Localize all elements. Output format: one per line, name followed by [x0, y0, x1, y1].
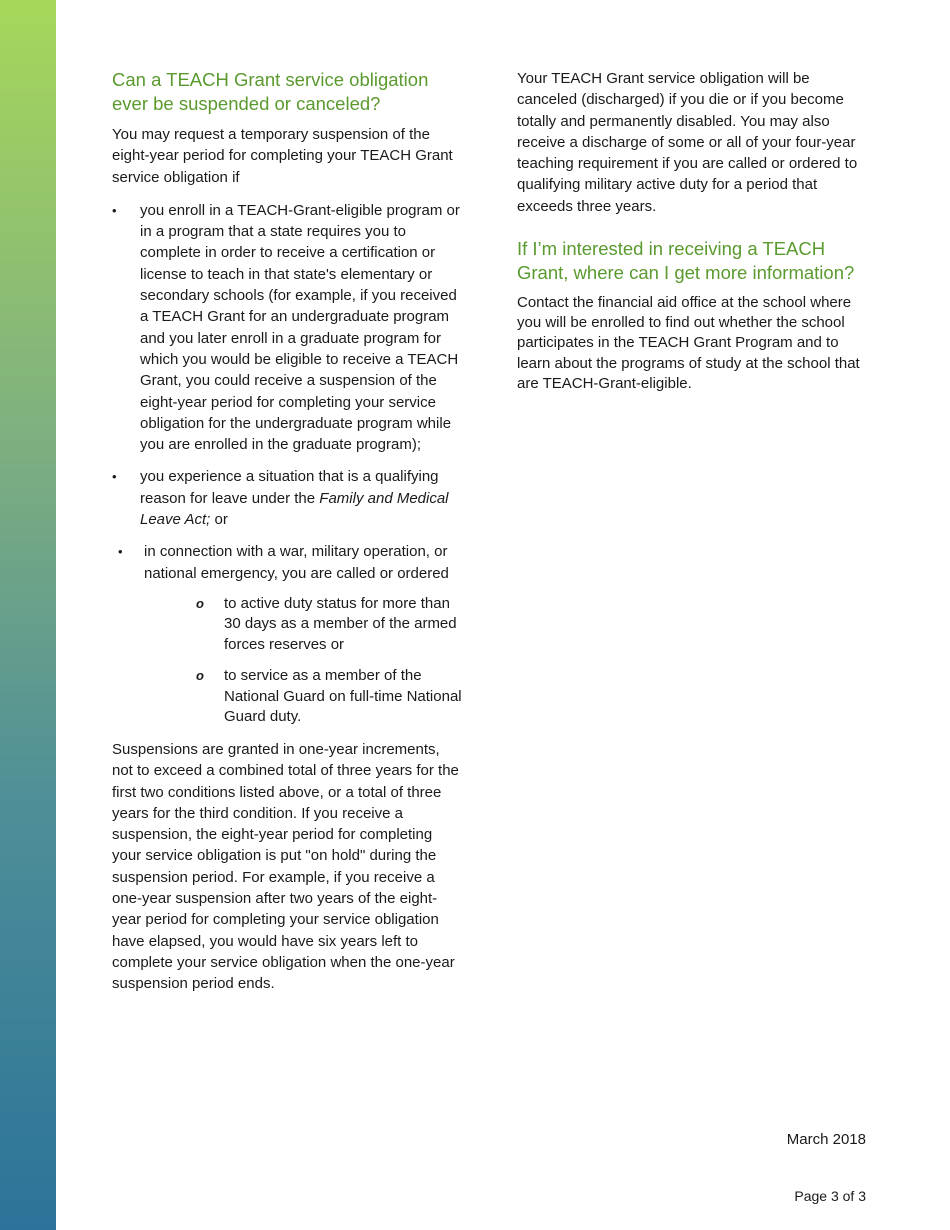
bullet-item	[112, 466, 462, 530]
sub-bullet-item	[112, 666, 462, 728]
decorative-side-band	[0, 0, 56, 1230]
sub-bullet-marker: o	[196, 595, 204, 611]
bullet-text-tail: or	[210, 511, 228, 529]
sub-bullet-item	[112, 594, 462, 656]
sub-bullet-text: to service as a member of the National Guard on full-time National Guard duty.	[224, 667, 462, 726]
sub-bullet-marker: o	[196, 668, 204, 684]
more-info-heading: If I’m interested in receiving a TEACH Grant, where can I get more information?	[517, 238, 855, 284]
contact-text: Contact the financial aid office at the school where you will be enrolled to find out whether the school participates in the TEACH Grant Program and to learn about the programs of study at the school that are TEACH-Grant-eligible.	[517, 294, 860, 392]
bullet-marker: •	[118, 544, 123, 560]
sub-bullet-text: to active duty status for more than 30 days as a member of the armed forces reserves or	[224, 594, 457, 653]
suspension-closing: Suspensions are granted in one-year increments, not to exceed a combined total of three years for the first two conditions listed above, or a total of three years for the third condition. If you receive a suspension, the eight-year period for completing your service obligation is put "on hold" during the suspension period. For example, if you receive a one-year suspension after two years of the eight-year period for completing your service obligation have elapsed, you would have six years left to complete your service obligation when the one-year suspension period ends.	[112, 740, 459, 993]
right-column	[517, 68, 862, 394]
suspension-intro: You may request a temporary suspension of the eight-year period for completing your TEACH Grant service obligation if	[112, 126, 453, 186]
discharge-text: Your TEACH Grant service obligation will be canceled (discharged) if you die or if you become totally and permanently disabled. You may also receive a discharge of some or all of your four-year teaching requirement if you are called or ordered to qualifying military active duty for a period that exceeds three years.	[517, 70, 858, 215]
bullet-item	[112, 200, 462, 456]
bullet-text: in connection with a war, military operation, or national emergency, you are called or ordered	[144, 543, 449, 582]
bullet-text: you enroll in a TEACH-Grant-eligible program or in a program that a state requires you to complete in order to receive a certification or license to teach in that state's elementary or secondary schools (for example, if you received a TEACH Grant for an undergraduate program and you later enroll in a graduate program for which you would be eligible to receive a TEACH Grant, you could receive a suspension of the eight-year period for completing your service obligation for the undergraduate program while you are enrolled in the graduate program);	[140, 201, 460, 454]
bullet-marker: •	[112, 202, 117, 218]
suspension-heading: Can a TEACH Grant service obligation ever be suspended or canceled?	[112, 69, 429, 114]
bullet-text: you experience a situation that is a qualifying reason for leave under the	[140, 468, 439, 507]
bullet-marker: •	[112, 469, 117, 485]
left-column	[112, 68, 462, 995]
act-name: Family and Medical Leave Act;	[140, 489, 449, 529]
page-number: Page 3 of 3	[794, 1188, 866, 1204]
bullet-item	[112, 541, 462, 584]
footer-date: March 2018	[786, 1131, 866, 1148]
